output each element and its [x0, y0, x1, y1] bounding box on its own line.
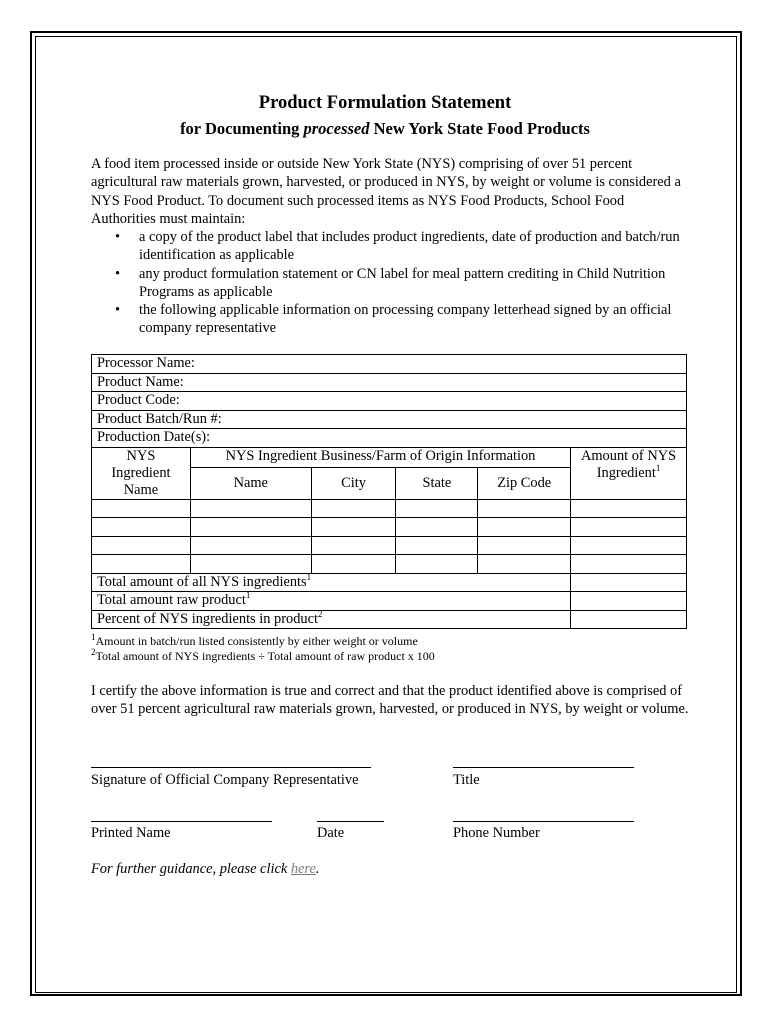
signature-line[interactable]: [91, 767, 371, 768]
product-code-row[interactable]: [92, 392, 687, 411]
title-label: Title: [453, 772, 480, 788]
table-cell[interactable]: [311, 536, 396, 555]
table-cell[interactable]: [571, 555, 687, 574]
footnotes: [91, 634, 435, 664]
table-cell[interactable]: [311, 499, 396, 518]
batch-run-row[interactable]: [92, 410, 687, 429]
table-cell[interactable]: [92, 555, 191, 574]
table-cell[interactable]: [92, 499, 191, 518]
table-cell[interactable]: [190, 518, 311, 537]
total-nys-ingredients-label: Total amount of all NYS ingredients$^1$: [92, 573, 571, 592]
table-cell[interactable]: [190, 555, 311, 574]
table-cell[interactable]: [478, 555, 571, 574]
table-cell[interactable]: [478, 518, 571, 537]
percent-nys-label: Percent of NYS ingredients in product$^2$: [92, 610, 571, 629]
table-cell[interactable]: [190, 536, 311, 555]
table-cell[interactable]: [92, 518, 191, 537]
bullet-icon: •: [115, 229, 121, 245]
bullet-icon: •: [115, 265, 121, 282]
printed-name-line[interactable]: [91, 821, 272, 822]
page-title: Product Formulation Statement: [258, 93, 512, 113]
table-cell[interactable]: [396, 536, 478, 555]
col-header-state: State: [396, 467, 478, 499]
requirements-list: [91, 228, 691, 338]
percent-nys-value[interactable]: [571, 610, 687, 629]
table-cell[interactable]: [190, 499, 311, 518]
table-cell[interactable]: [571, 499, 687, 518]
table-cell[interactable]: [478, 499, 571, 518]
col-header-city: City: [311, 467, 396, 499]
table-cell[interactable]: [478, 536, 571, 555]
signature-label: Signature of Official Company Representative: [91, 772, 359, 788]
table-cell[interactable]: [396, 518, 478, 537]
total-raw-product-value[interactable]: [571, 592, 687, 611]
list-item: • the following applicable information on processing company letterhead signed by an official company representative: [115, 302, 672, 337]
col-header-nys-ingredient: NYS Ingredient Name: [92, 447, 191, 499]
table-cell[interactable]: [571, 536, 687, 555]
production-date-row[interactable]: [92, 429, 687, 448]
table-cell[interactable]: [396, 499, 478, 518]
col-header-zip: Zip Code: [478, 467, 571, 499]
total-raw-product-label: Total amount raw product$^1$: [92, 592, 571, 611]
product-name-row[interactable]: [92, 373, 687, 392]
total-nys-ingredients-row: [92, 573, 687, 592]
product-code-field[interactable]: Product Code:: [92, 392, 687, 411]
intro-paragraph: A food item processed inside or outside New York State (NYS) comprising of over 51 percent agricultural raw materials grown, harvested, or produced in NYS, by weight or volume is considered a NYS Food Product. To document such processed items as NYS Food Products, School Food Authorities must maintain:: [91, 156, 681, 227]
formulation-table: [91, 354, 687, 629]
production-date-field[interactable]: Production Date(s):: [92, 429, 687, 448]
guidance-text: For further guidance, please click here.: [91, 861, 320, 877]
footnote-2: $^2$Total amount of NYS ingredients ÷ Total amount of raw product x 100: [91, 647, 435, 663]
table-row: [92, 536, 687, 555]
footnote-1: $^1$Amount in batch/run listed consistently by either weight or volume: [91, 632, 418, 648]
table-cell[interactable]: [571, 518, 687, 537]
total-nys-ingredients-value[interactable]: [571, 573, 687, 592]
col-header-amount: Amount of NYS Ingredient$^1$: [571, 447, 687, 499]
col-header-name: Name: [190, 467, 311, 499]
table-cell[interactable]: [396, 555, 478, 574]
processor-name-field[interactable]: Processor Name:: [92, 355, 687, 374]
table-cell[interactable]: [311, 518, 396, 537]
page-subtitle: for Documenting processed New York State Food Products: [180, 119, 590, 138]
product-name-field[interactable]: Product Name:: [92, 373, 687, 392]
percent-nys-row: [92, 610, 687, 629]
phone-label: Phone Number: [453, 825, 540, 841]
phone-line[interactable]: [453, 821, 634, 822]
certification-statement: I certify the above information is true and correct and that the product identified above is comprised of over 51 percent agricultural raw materials grown, harvested, or produced in NYS, by weight or volume.: [91, 683, 689, 718]
guidance-link[interactable]: here: [290, 861, 316, 877]
table-cell[interactable]: [311, 555, 396, 574]
table-row: [92, 518, 687, 537]
processor-name-row[interactable]: [92, 355, 687, 374]
date-label: Date: [317, 825, 345, 841]
table-cell[interactable]: [92, 536, 191, 555]
col-header-business-group: NYS Ingredient Business/Farm of Origin Information: [190, 447, 570, 467]
total-raw-product-row: [92, 592, 687, 611]
printed-name-label: Printed Name: [91, 825, 171, 841]
batch-run-field[interactable]: Product Batch/Run #:: [92, 410, 687, 429]
date-line[interactable]: [317, 821, 384, 822]
title-line[interactable]: [453, 767, 634, 768]
bullet-icon: •: [115, 302, 121, 319]
table-row: [92, 499, 687, 518]
table-row: [92, 555, 687, 574]
list-item: • a copy of the product label that includes product ingredients, date of production and batch/run identification as applicable: [115, 229, 680, 264]
list-item: • any product formulation statement or CN label for meal pattern crediting in Child Nutrition Programs as applicable: [115, 265, 666, 300]
